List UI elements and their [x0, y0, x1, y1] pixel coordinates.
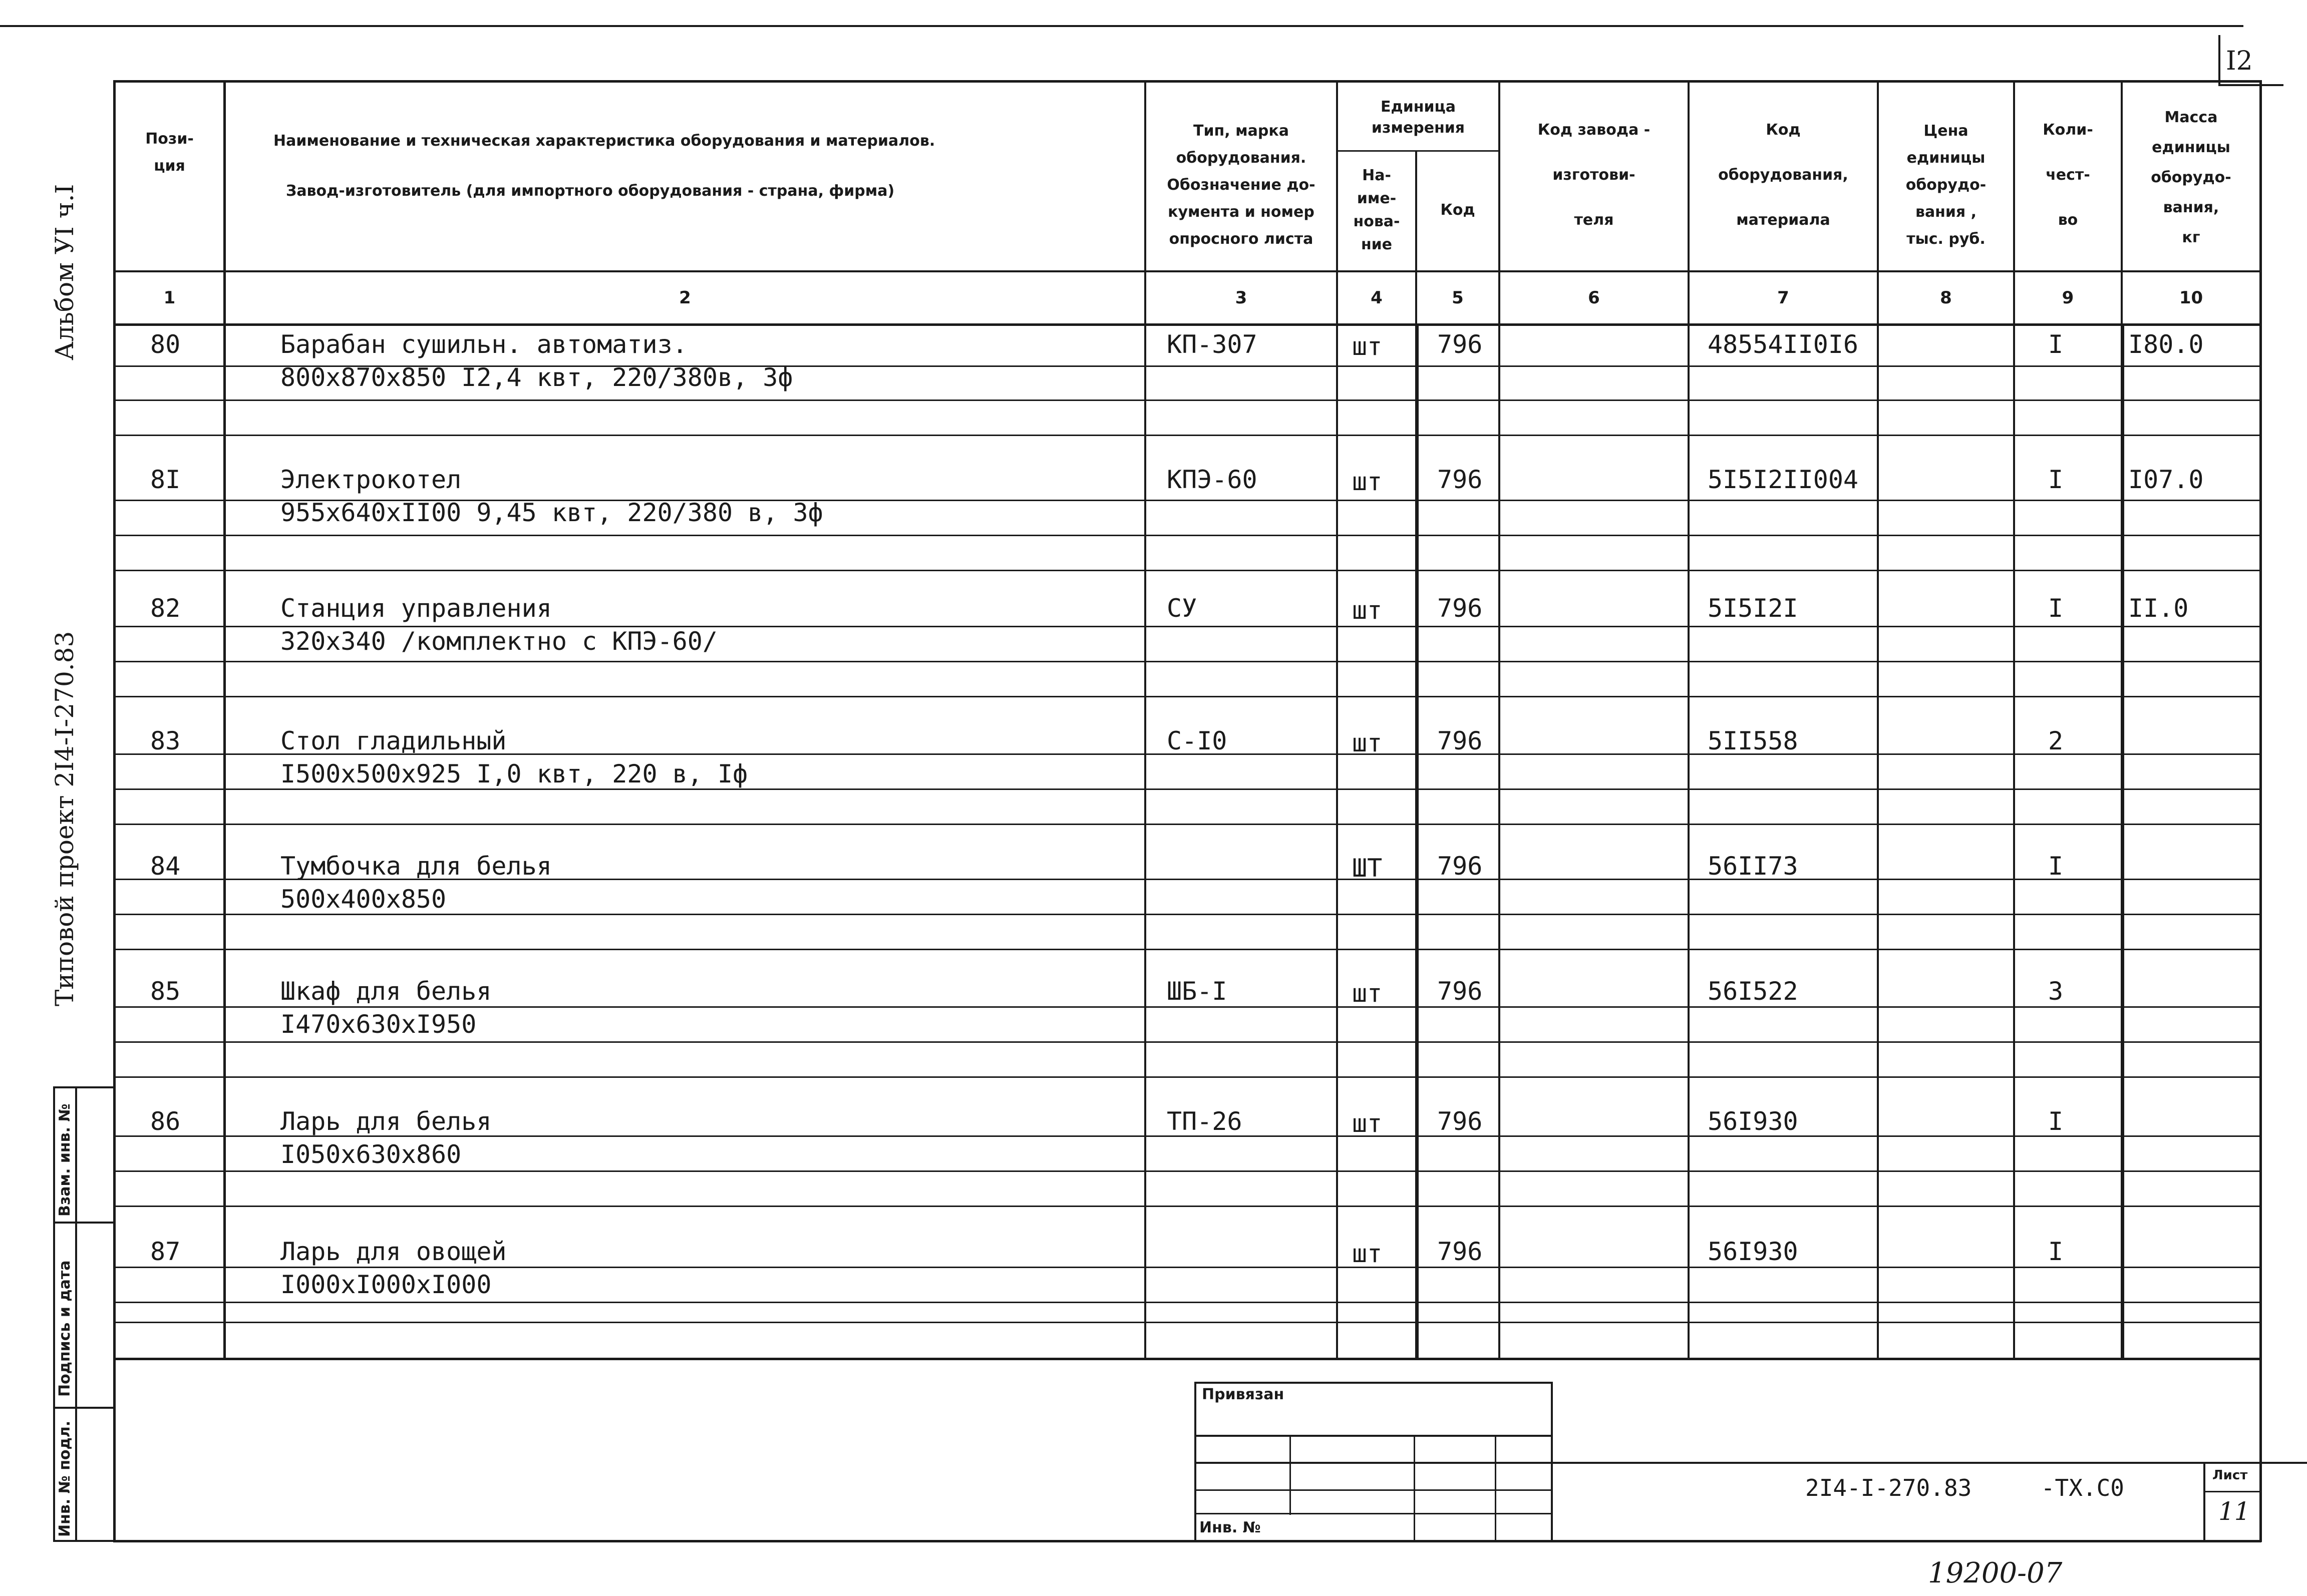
row-unit-code: 796	[1437, 465, 1483, 494]
colnum-bottom	[113, 323, 2261, 326]
colnum-7: 7	[1777, 288, 1789, 308]
stamp-box-top	[1194, 1382, 1552, 1384]
row-unit-code: 796	[1437, 977, 1483, 1006]
row-spec: 500х400х850	[280, 885, 447, 914]
colnum-1: 1	[163, 288, 176, 308]
row-equipment-code: 56I930	[1708, 1237, 1798, 1266]
top-border	[0, 25, 2243, 27]
side-stamp-div2	[53, 1407, 113, 1409]
row-mass: I07.0	[2128, 465, 2204, 494]
album-label: Альбом УI ч.I	[50, 184, 79, 360]
side-stamp-podpis: Подпись и дата	[56, 1260, 74, 1397]
document-code: 2I4-I-270.83 -ТХ.С0	[1805, 1474, 2124, 1501]
table-row	[0, 851, 2307, 981]
row-equipment-code: 56I522	[1708, 977, 1798, 1006]
row-type: ШБ-I	[1167, 977, 1227, 1006]
row-type: С-I0	[1167, 726, 1227, 755]
row-type: ТП-26	[1167, 1107, 1242, 1136]
stamp-privyazan: Привязан	[1202, 1386, 1284, 1403]
header-manufacturer-code: Код завода - изготови- теля	[1537, 121, 1651, 229]
table-bottom	[113, 1540, 2261, 1542]
side-stamp-inv: Инв. № подл.	[56, 1420, 74, 1537]
stamp-box-row3	[1194, 1489, 1552, 1491]
header-unit-name: На- име- нова- ние	[1353, 167, 1400, 253]
header-name-line2: Завод-изготовитель (для импортного оборудования - страна, фирма)	[286, 182, 895, 200]
row-name: Стол гладильный	[280, 726, 507, 755]
row-equipment-code: 48554II0I6	[1708, 330, 1859, 359]
stamp-box-col2	[1414, 1435, 1415, 1542]
header-bottom	[113, 270, 2261, 272]
row-position: 83	[150, 726, 181, 755]
row-spec: I050х630х860	[280, 1140, 462, 1169]
row-type: КП-307	[1167, 330, 1257, 359]
row-position: 87	[150, 1237, 181, 1266]
header-quantity: Коли- чест- во	[2043, 121, 2093, 229]
table-row	[0, 465, 2307, 595]
sheet-number-box-left	[2218, 35, 2220, 85]
row-quantity: I	[2048, 1237, 2064, 1266]
stamp-box-row2	[1194, 1462, 2307, 1464]
row-position: 80	[150, 330, 181, 359]
row-quantity: I	[2048, 330, 2064, 359]
row-unit: шт	[1352, 596, 1383, 625]
row-spec: 320х340 /комплектно с КПЭ-60/	[280, 627, 718, 656]
header-unit-code: Код	[1440, 201, 1475, 219]
row-quantity: I	[2048, 852, 2064, 881]
table-row	[0, 976, 2307, 1106]
row-unit-code: 796	[1437, 1107, 1483, 1136]
row-unit-code: 796	[1437, 852, 1483, 881]
row-name: Ларь для овощей	[280, 1237, 507, 1266]
colnum-3: 3	[1235, 288, 1247, 308]
row-equipment-code: 56II73	[1708, 852, 1798, 881]
project-label: Типовой проект 2I4-I-270.83	[50, 631, 79, 1006]
stamp-box-row4	[1194, 1513, 1552, 1514]
row-spec: I500х500х925 I,0 квт, 220 в, Iф	[280, 759, 748, 788]
row-position: 85	[150, 977, 181, 1006]
colnum-4: 4	[1371, 288, 1383, 308]
list-number: 11	[2218, 1497, 2250, 1526]
unit-group-divider	[1337, 150, 1500, 152]
header-price: Цена единицы оборудо- вания , тыс. руб.	[1905, 122, 1987, 248]
row-unit-code: 796	[1437, 594, 1483, 623]
row-name: Шкаф для белья	[280, 977, 492, 1006]
row-unit: шт	[1352, 979, 1383, 1008]
row-name: Барабан сушильн. автоматиз.	[280, 330, 688, 359]
header-type: Тип, марка оборудования. Обозначение до- кумента и номер опросного листа	[1167, 122, 1315, 248]
colnum-8: 8	[1940, 288, 1952, 308]
row-position: 86	[150, 1107, 181, 1136]
row-name: Станция управления	[280, 594, 552, 623]
side-stamp-bottom	[53, 1540, 113, 1542]
table-row	[0, 1106, 2307, 1237]
row-unit-code: 796	[1437, 726, 1483, 755]
header-name-line1: Наименование и техническая характеристика оборудования и материалов.	[273, 132, 935, 150]
table-top	[113, 80, 2261, 83]
row-type: СУ	[1167, 594, 1197, 623]
list-box-left	[2203, 1462, 2205, 1542]
row-equipment-code: 5I5I2I	[1708, 594, 1798, 623]
row-unit: шт	[1352, 332, 1383, 361]
colnum-5: 5	[1452, 288, 1464, 308]
side-stamp-vzam: Взам. инв. №	[56, 1103, 74, 1217]
row-quantity: I	[2048, 594, 2064, 623]
row-unit: шт	[1352, 728, 1383, 757]
row-position: 84	[150, 852, 181, 881]
row-equipment-code: 5I5I2II004	[1708, 465, 1859, 494]
table-row	[0, 1237, 2307, 1367]
sheet-number: I2	[2226, 46, 2253, 76]
row-spec: 955х640хII00 9,45 квт, 220/380 в, 3ф	[280, 498, 823, 527]
row-equipment-code: 56I930	[1708, 1107, 1798, 1136]
row-spec: I470х630хI950	[280, 1010, 477, 1039]
row-name: Тумбочка для белья	[280, 852, 552, 881]
row-unit-code: 796	[1437, 1237, 1483, 1266]
table-row	[0, 726, 2307, 856]
header-equipment-code: Код оборудования, материала	[1718, 121, 1848, 229]
sheet-number-box-bottom	[2218, 84, 2283, 86]
row-quantity: 2	[2048, 726, 2064, 755]
stamp-box-col3	[1495, 1435, 1496, 1542]
row-quantity: I	[2048, 1107, 2064, 1136]
row-unit: ШТ	[1352, 854, 1383, 883]
row-mass: II.0	[2128, 594, 2189, 623]
row-spec: 800х870х850 I2,4 квт, 220/380в, 3ф	[280, 363, 793, 392]
row-name: Электрокотел	[280, 465, 462, 494]
row-name: Ларь для белья	[280, 1107, 492, 1136]
row-spec: I000хI000хI000	[280, 1270, 492, 1299]
row-equipment-code: 5II558	[1708, 726, 1798, 755]
stamp-box-row1	[1194, 1435, 1552, 1437]
header-position: Пози- ция	[145, 130, 194, 175]
row-unit: шт	[1352, 1239, 1383, 1268]
colnum-10: 10	[2179, 288, 2203, 308]
header-unit-group: Единица измерения	[1371, 98, 1465, 137]
list-label: Лист	[2212, 1468, 2248, 1483]
colnum-9: 9	[2062, 288, 2074, 308]
stamp-inv-no: Инв. №	[1199, 1519, 1261, 1536]
table-row	[0, 329, 2307, 460]
row-quantity: 3	[2048, 977, 2064, 1006]
colnum-2: 2	[679, 288, 691, 308]
list-box-divider	[2203, 1491, 2261, 1492]
row-unit: шт	[1352, 467, 1383, 496]
row-type: КПЭ-60	[1167, 465, 1257, 494]
row-unit-code: 796	[1437, 330, 1483, 359]
stamp-box-col1	[1289, 1435, 1291, 1515]
row-unit: шт	[1352, 1109, 1383, 1138]
colnum-6: 6	[1588, 288, 1600, 308]
row-position: 82	[150, 594, 181, 623]
handwritten-number: 19200-07	[1928, 1557, 2063, 1589]
row-mass: I80.0	[2128, 330, 2204, 359]
row-quantity: I	[2048, 465, 2064, 494]
header-mass: Масса единицы оборудо- вания, кг	[2151, 109, 2231, 246]
row-position: 8I	[150, 465, 181, 494]
table-row	[0, 593, 2307, 723]
